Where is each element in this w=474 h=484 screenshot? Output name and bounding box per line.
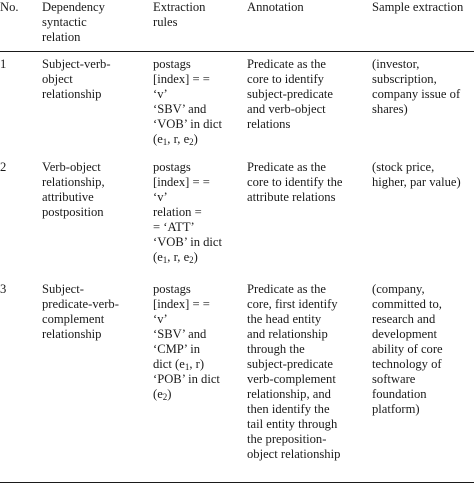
row-3-rules	[153, 282, 220, 402]
row-2-no: 2	[0, 160, 7, 174]
header-no: No.	[0, 0, 19, 14]
row-2-annotation: Predicate as the core to identify the attribute relations	[247, 160, 343, 204]
subscript: 1	[162, 137, 168, 147]
rules-text: , r) ‘POB’ in dict (e	[153, 357, 220, 401]
row-2-sample: (stock price, higher, par value)	[372, 160, 461, 189]
row-1-rules	[153, 57, 222, 147]
subscript: 1	[184, 362, 190, 372]
subscript: 2	[189, 255, 194, 265]
rules-text: postags [index] = = ‘v’ relation = = ‘ATT’ ‘VOB’ in dict (e	[153, 160, 223, 264]
row-1-sample: (investor, subscription, company issue of shares)	[372, 57, 461, 116]
subscript: 2	[189, 137, 194, 147]
header-sample: Sample extraction	[372, 0, 464, 14]
row-2-rules	[153, 160, 222, 265]
row-2-relation: Verb-object relationship, attributive postposition	[42, 160, 105, 219]
row-3-annotation: Predicate as the core, first identify the head entity and relationship through the subject-predicate verb-complement relationship, and then identify the tail entity through the preposition- object relationship	[247, 282, 341, 461]
row-3-no: 3	[0, 282, 7, 296]
subscript: 1	[162, 255, 168, 265]
header-annotation: Annotation	[247, 0, 304, 14]
bottom-rule	[0, 482, 474, 483]
row-1-annotation: Predicate as the core to identify subject-predicate and verb-object relations	[247, 57, 334, 131]
rules-text: , r, e	[167, 132, 190, 146]
header-relation: Dependency syntactic relation	[42, 0, 105, 44]
header-rule	[0, 51, 474, 52]
subscript: 2	[162, 392, 168, 402]
rules-text: postags [index] = = ‘v’ ‘SBV’ and ‘VOB’ in dict (e	[153, 57, 223, 146]
rules-text: , r, e	[167, 250, 190, 264]
header-rules: Extraction rules	[153, 0, 206, 29]
row-3-relation: Subject- predicate-verb- complement relationship	[42, 282, 119, 341]
row-1-relation: Subject-verb- object relationship	[42, 57, 111, 101]
row-3-sample: (company, committed to, research and development ability of core technology of software foundation platform)	[372, 282, 443, 416]
rules-text: )	[193, 250, 198, 264]
row-1-no: 1	[0, 57, 7, 71]
rules-text: )	[167, 387, 172, 401]
rules-text: )	[193, 132, 198, 146]
rules-text: postags [index] = = ‘v’ ‘SBV’ and ‘CMP’ in dict (e	[153, 282, 210, 371]
